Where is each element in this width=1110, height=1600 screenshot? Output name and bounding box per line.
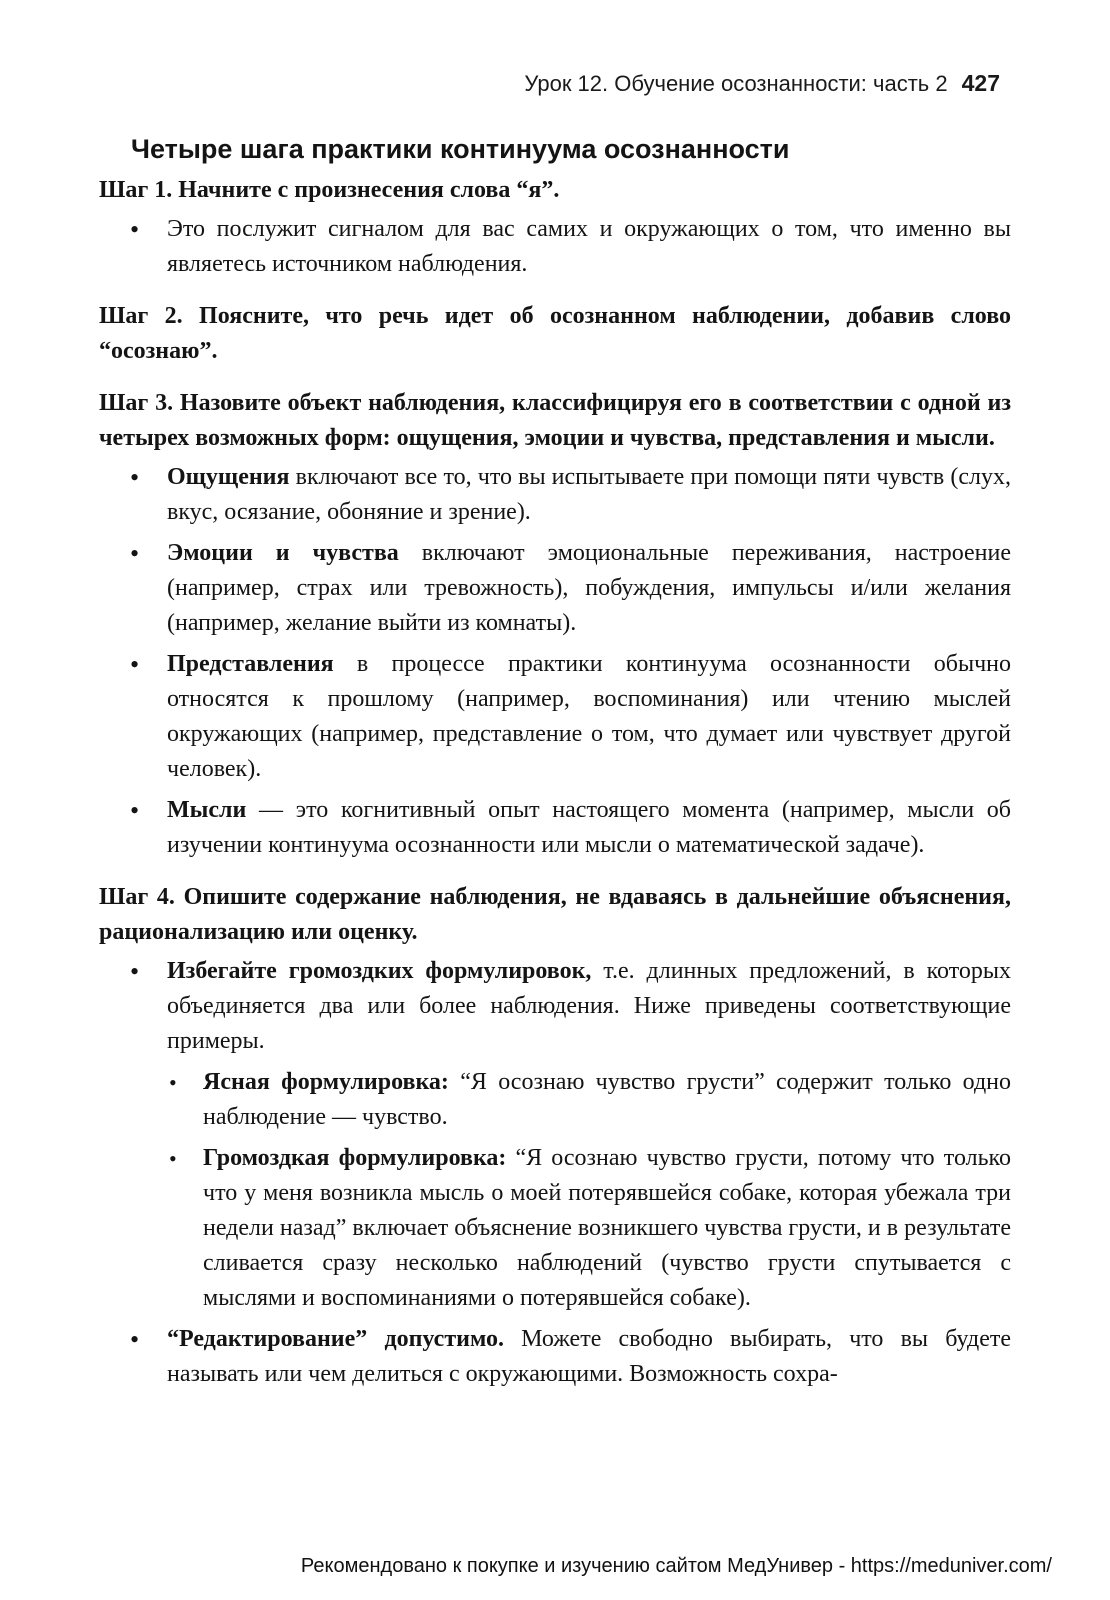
bullet-text: “Я осознаю чувство грусти, потому что только что у меня возникла мысль о моей потерявшейся собаке, которая убежала три недели назад” включает объяснение возникшего чувства грусти, и в результате сливается сразу несколько наблюдений (чувство грусти спутывается с мыслями и воспоминаниями о потерявшейся собаке). — [203, 1145, 1012, 1311]
bullet-lead: Ясная формулировка: — [203, 1069, 449, 1095]
bullet-list — [99, 954, 1011, 1392]
bullet-text: включают эмоциональные переживания, настроение (например, страх или тревожность), побуждения, импульсы и/или желания (например, желание выйти из комнаты). — [167, 540, 1011, 636]
bullet-lead: Мысли — [167, 797, 247, 823]
step-3 — [99, 386, 1011, 863]
bullet-item — [99, 212, 1011, 282]
step-heading: Шаг 3. Назовите объект наблюдения, классифицируя его в соответствии с одной из четырех возможных форм: ощущения, эмоции и чувства, представления и мысли. — [99, 390, 1011, 451]
bullet-text: Это послужит сигналом для вас самих и окружающих о том, что именно вы являетесь источником наблюдения. — [167, 216, 1011, 277]
running-title: Урок 12. Обучение осознанности: часть 2 — [524, 71, 948, 96]
section-title: Четыре шага практики континуума осознанности — [131, 134, 790, 164]
bullet-item — [99, 460, 1011, 530]
page-body — [99, 128, 1011, 1409]
step-heading: Шаг 1. Начните с произнесения слова “я”. — [99, 177, 560, 203]
bullet-text: Можете свободно выбирать, что вы будете называть или чем делиться с окружающими. Возможность сохра- — [167, 1326, 1011, 1387]
step-1 — [99, 173, 1011, 282]
bullet-list — [99, 460, 1011, 863]
bullet-lead: Громоздкая формулировка: — [203, 1145, 507, 1171]
bullet-lead: Избегайте громоздких формулировок, — [167, 958, 592, 984]
page-number: 427 — [961, 70, 1000, 96]
bullet-item — [99, 647, 1011, 787]
step-heading: Шаг 4. Опишите содержание наблюдения, не вдаваясь в дальнейшие объяснения, рационализацию или оценку. — [99, 884, 1011, 945]
bullet-text: включают все то, что вы испытываете при помощи пяти чувств (слух, вкус, осязание, обоняние и зрение). — [167, 464, 1011, 525]
bullet-item — [99, 793, 1011, 863]
step-4 — [99, 880, 1011, 1392]
sub-bullet-item — [99, 1065, 1011, 1135]
running-header — [524, 70, 1000, 97]
bullet-item — [99, 536, 1011, 641]
footer-watermark: Рекомендовано к покупке и изучению сайтом МедУнивер - https://meduniver.com/ — [300, 1555, 1052, 1577]
bullet-lead: “Редактирование” допустимо. — [167, 1326, 504, 1352]
bullet-lead: Эмоции и чувства — [167, 540, 399, 566]
bullet-list — [99, 212, 1011, 282]
step-2 — [99, 299, 1011, 369]
bullet-item — [99, 1322, 1011, 1392]
bullet-lead: Ощущения — [167, 464, 290, 490]
bullet-lead: Представления — [167, 651, 334, 677]
bullet-text: в процессе практики континуума осознанности обычно относятся к прошлому (например, воспоминания) или чтению мыслей окружающих (например, представление о том, что думает или чувствует другой человек). — [167, 651, 1011, 782]
step-heading: Шаг 2. Поясните, что речь идет об осознанном наблюдении, добавив слово “осознаю”. — [99, 303, 1011, 364]
bullet-text: “Я осознаю чувство грусти” содержит только одно наблюдение — чувство. — [203, 1069, 1011, 1130]
sub-bullet-item — [99, 1141, 1011, 1316]
bullet-text: — это когнитивный опыт настоящего момента (например, мысли об изучении континуума осознанности или мысли о математической задаче). — [167, 797, 1011, 858]
bullet-text: т.е. длинных предложений, в которых объединяется два или более наблюдения. Ниже приведены соответствующие примеры. — [167, 958, 1011, 1054]
bullet-item — [99, 954, 1011, 1059]
